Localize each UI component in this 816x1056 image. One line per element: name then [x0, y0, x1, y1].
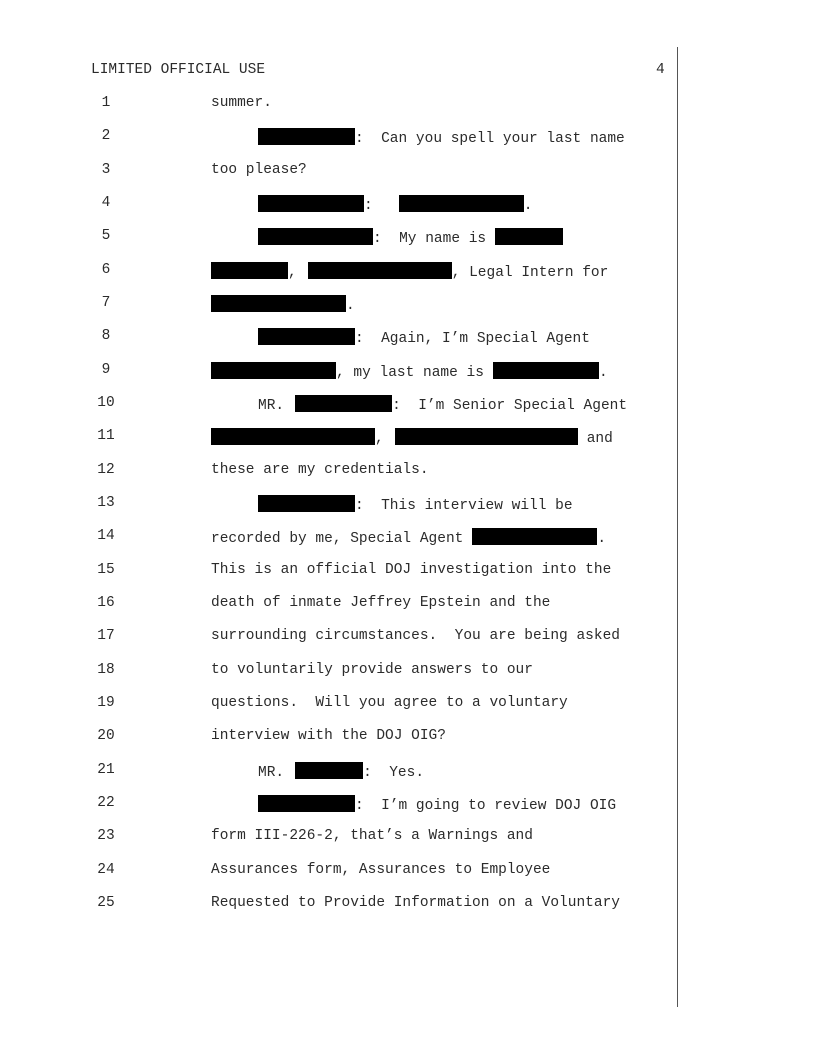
transcript-line-15: This is an official DOJ investigation into the	[211, 562, 612, 578]
redaction-box	[395, 428, 578, 445]
line-number: 12	[97, 462, 115, 478]
transcript-line-2: : Can you spell your last name	[258, 128, 625, 147]
line-number: 16	[97, 595, 115, 611]
line-number: 6	[101, 262, 111, 278]
transcript-line-8: : Again, I’m Special Agent	[258, 328, 590, 347]
transcript-line-3: too please?	[211, 162, 307, 178]
redaction-box	[399, 195, 524, 212]
transcript-line-4: : .	[258, 195, 532, 214]
transcript-line-11: , and	[211, 428, 613, 447]
line-number: 20	[97, 728, 115, 744]
redaction-box	[472, 528, 597, 545]
redaction-box	[295, 395, 392, 412]
redaction-box	[258, 328, 355, 345]
transcript-line-12: these are my credentials.	[211, 462, 429, 478]
transcript-line-18: to voluntarily provide answers to our	[211, 662, 533, 678]
line-number: 24	[97, 862, 115, 878]
transcript-line-14: recorded by me, Special Agent .	[211, 528, 606, 547]
transcript-line-5: : My name is	[258, 228, 563, 247]
redaction-box	[295, 762, 363, 779]
transcript-line-24: Assurances form, Assurances to Employee	[211, 862, 551, 878]
line-number: 23	[97, 828, 115, 844]
transcript-line-9: , my last name is .	[211, 362, 608, 381]
line-number: 5	[101, 228, 111, 244]
redaction-box	[495, 228, 563, 245]
line-number: 10	[97, 395, 115, 411]
transcript-line-21: MR. : Yes.	[258, 762, 424, 781]
redaction-box	[258, 495, 355, 512]
transcript-line-16: death of inmate Jeffrey Epstein and the	[211, 595, 551, 611]
redaction-box	[258, 195, 364, 212]
redaction-box	[258, 228, 373, 245]
line-number: 14	[97, 528, 115, 544]
redaction-box	[211, 295, 346, 312]
redaction-box	[211, 362, 336, 379]
transcript-line-10: MR. : I’m Senior Special Agent	[258, 395, 627, 414]
transcript-line-17: surrounding circumstances. You are being asked	[211, 628, 620, 644]
transcript-line-19: questions. Will you agree to a voluntary	[211, 695, 568, 711]
line-number: 13	[97, 495, 115, 511]
right-margin-rule	[677, 47, 678, 1007]
header-classification: LIMITED OFFICIAL USE	[91, 62, 266, 78]
line-number: 7	[101, 295, 111, 311]
transcript-line-20: interview with the DOJ OIG?	[211, 728, 446, 744]
line-number: 22	[97, 795, 115, 811]
line-number: 11	[97, 428, 115, 444]
page-number: 4	[656, 62, 665, 78]
redaction-box	[211, 262, 288, 279]
line-number: 19	[97, 695, 115, 711]
line-number: 21	[97, 762, 115, 778]
line-number: 18	[97, 662, 115, 678]
line-number: 2	[101, 128, 111, 144]
transcript-line-23: form III-226-2, that’s a Warnings and	[211, 828, 533, 844]
redaction-box	[258, 128, 355, 145]
transcript-line-13: : This interview will be	[258, 495, 573, 514]
transcript-line-1: summer.	[211, 95, 272, 111]
line-number: 4	[101, 195, 111, 211]
redaction-box	[308, 262, 452, 279]
redaction-box	[493, 362, 599, 379]
line-number: 25	[97, 895, 115, 911]
redaction-box	[258, 795, 355, 812]
line-number: 8	[101, 328, 111, 344]
line-number: 1	[101, 95, 111, 111]
line-number: 17	[97, 628, 115, 644]
redaction-box	[211, 428, 375, 445]
transcript-line-22: : I’m going to review DOJ OIG	[258, 795, 616, 814]
transcript-line-6: , , Legal Intern for	[211, 262, 608, 281]
transcript-line-7: .	[211, 295, 355, 314]
line-number: 15	[97, 562, 115, 578]
line-number: 9	[101, 362, 111, 378]
transcript-line-25: Requested to Provide Information on a Voluntary	[211, 895, 620, 911]
line-number: 3	[101, 162, 111, 178]
